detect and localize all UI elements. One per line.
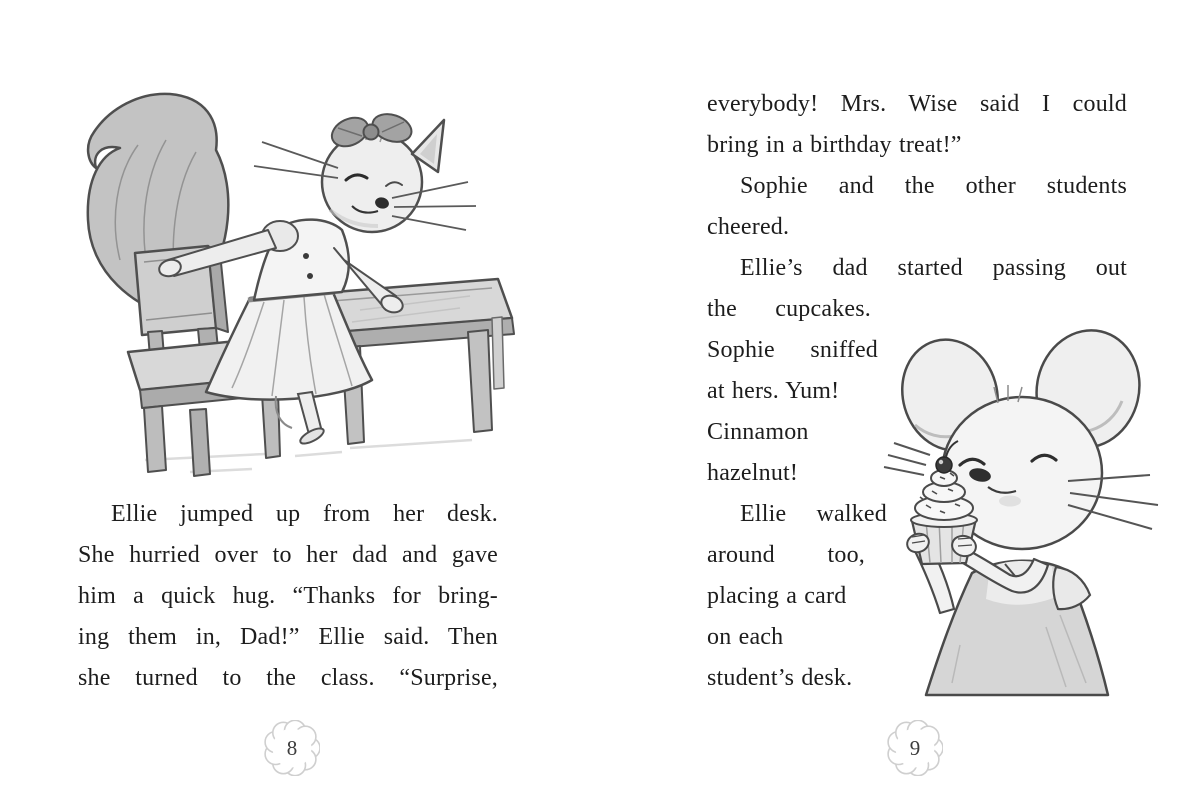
page-number: 9 [909, 735, 921, 760]
text-line: Ellie jumped up from her desk. [111, 501, 498, 527]
squirrel-head [254, 109, 476, 232]
page-number-badge-left [264, 720, 320, 776]
text-line: around too, [707, 542, 865, 568]
text-line: bring in a birthday treat!” [707, 132, 962, 158]
text-line: student’s desk. [707, 665, 853, 691]
text-line: everybody! Mrs. Wise said I could [707, 91, 1127, 117]
text-line: She hurried over to her dad and gave [78, 542, 498, 568]
text-line: she turned to the class. “Surprise, [78, 665, 498, 691]
text-line: Sophie and the other students [740, 173, 1127, 199]
left-page-text [78, 494, 498, 699]
text-line: Ellie walked [740, 501, 887, 527]
page-number-badge-right [887, 720, 943, 776]
squirrel-illustration [40, 70, 520, 480]
right-page-text [707, 84, 1127, 699]
text-line: the cupcakes. [707, 296, 871, 322]
text-line: cheered. [707, 214, 790, 240]
text-line: hazelnut! [707, 460, 799, 486]
text-line: ing them in, Dad!” Ellie said. Then [78, 624, 498, 650]
text-line: placing a card [707, 583, 847, 609]
text-line: Cinnamon [707, 419, 809, 445]
text-line: Sophie sniffed [707, 337, 878, 363]
text-line: him a quick hug. “Thanks for bring- [78, 583, 498, 609]
page-number: 8 [286, 735, 298, 760]
text-line: at hers. Yum! [707, 378, 840, 404]
text-line: Ellie’s dad started passing out [740, 255, 1127, 281]
text-line: on each [707, 624, 784, 650]
